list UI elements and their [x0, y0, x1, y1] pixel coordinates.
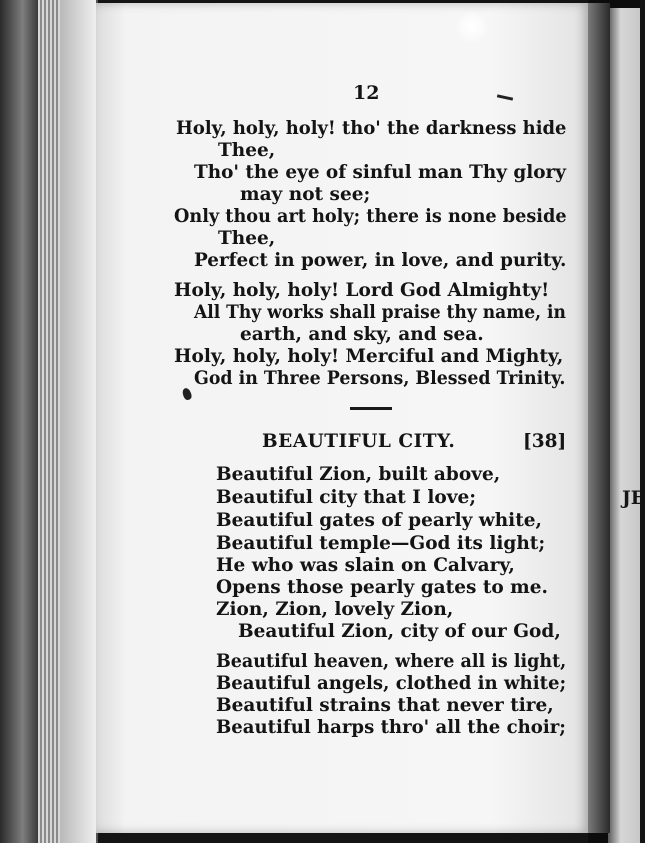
section-divider: [350, 407, 392, 410]
hymn-line: Perfect in power, in love, and purity.: [194, 250, 567, 271]
page-stack-edge: [60, 0, 98, 843]
hymn-line: Beautiful city that I love;: [216, 487, 477, 508]
page-stack-edge: [0, 0, 38, 843]
hymn-line: Beautiful Zion, city of our God,: [238, 621, 561, 642]
hymn-line: Beautiful heaven, where all is light,: [216, 651, 567, 672]
hymn-line: Holy, holy, holy! tho' the darkness hide: [176, 118, 567, 139]
hymn-line: Zion, Zion, lovely Zion,: [216, 599, 454, 620]
hymn-line: Beautiful gates of pearly white,: [216, 510, 542, 531]
hymn-title: BEAUTIFUL CITY.: [262, 431, 456, 452]
hymn-line: Opens those pearly gates to me.: [216, 577, 548, 598]
hymn-line: Holy, holy, holy! Merciful and Mighty,: [174, 346, 564, 367]
photo-glare: [455, 10, 489, 44]
hymn-line: earth, and sky, and sea.: [240, 324, 484, 345]
hymn-number: [38]: [523, 431, 567, 452]
hymn-line: Beautiful temple—God its light;: [216, 533, 546, 554]
page-gutter-shadow: [588, 3, 610, 833]
hymn-line: Beautiful Zion, built above,: [216, 464, 501, 485]
next-page: [608, 8, 640, 843]
hymn-line: Beautiful angels, clothed in white;: [216, 673, 567, 694]
hymn-line: Tho' the eye of sinful man Thy glory: [194, 162, 566, 183]
hymn-line: Only thou art holy; there is none beside: [174, 206, 567, 227]
hymn-line: God in Three Persons, Blessed Trinity.: [194, 368, 566, 389]
page-number: 12: [353, 82, 380, 104]
hymn-line: Holy, holy, holy! Lord God Almighty!: [174, 280, 550, 301]
next-page-fragment: JE: [622, 488, 645, 509]
hymn-line: He who was slain on Calvary,: [216, 555, 515, 576]
hymn-line: Beautiful strains that never tire,: [216, 695, 554, 716]
page-stack-edge: [38, 0, 60, 843]
hymn-line: All Thy works shall praise thy name, in: [194, 302, 566, 323]
hymn-line: Thee,: [218, 140, 276, 161]
hymn-line: Beautiful harps thro' all the choir;: [216, 717, 566, 738]
hymn-line: Thee,: [218, 228, 276, 249]
hymn-line: may not see;: [240, 184, 371, 205]
